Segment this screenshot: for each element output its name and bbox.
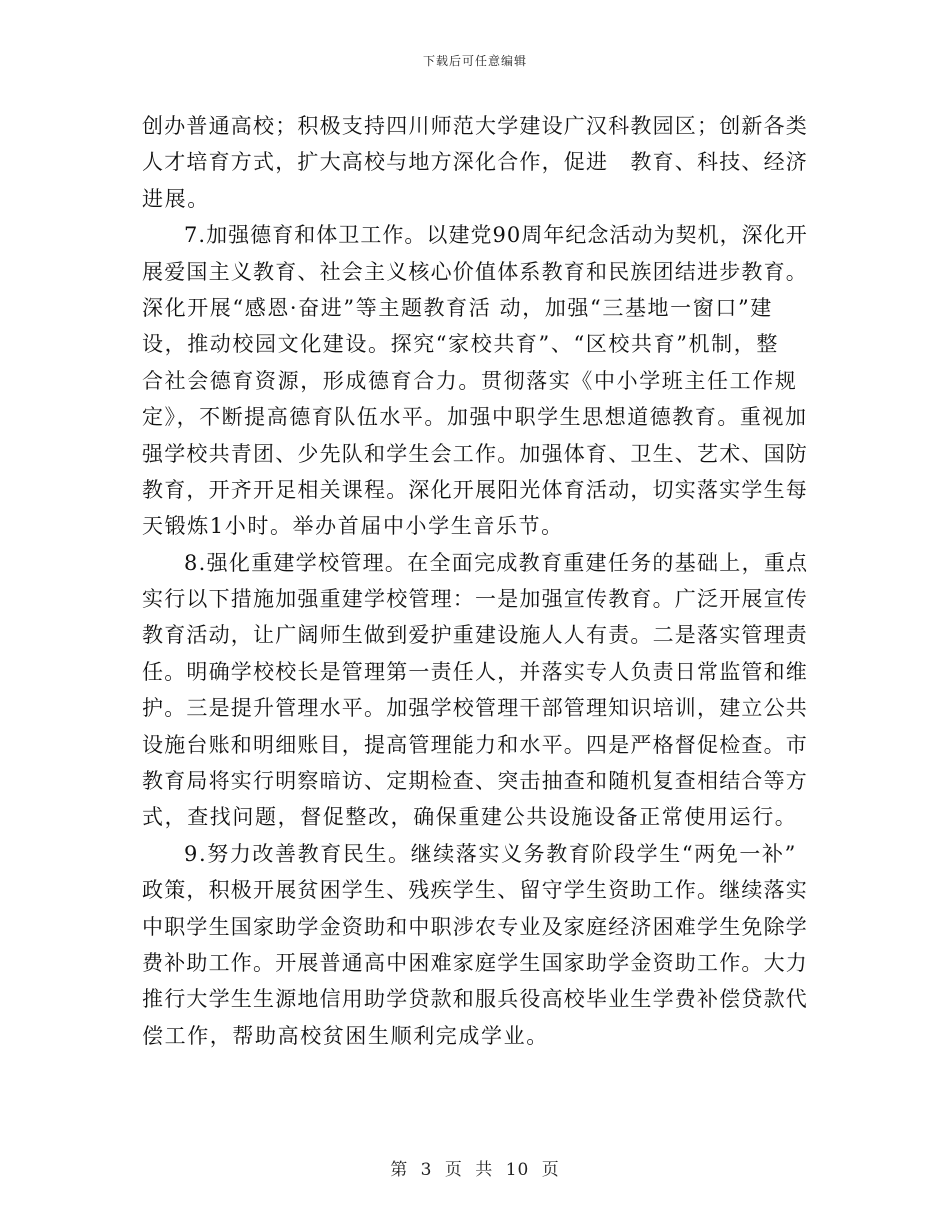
text-line: 政策，积极开展贫困学生、残疾学生、留守学生资助工作。继续落实	[142, 878, 808, 903]
text-line: 人才培育方式，扩大高校与地方深化合作，促进 教育、科技、经济	[142, 150, 808, 175]
text-line: 展爱国主义教育、社会主义核心价值体系教育和民族团结进步教育。	[142, 259, 808, 284]
text-line: 定》，不断提高德育队伍水平。加强中职学生思想道德教育。重视加	[142, 405, 808, 430]
text-line: 教育，开齐开足相关课程。深化开展阳光体育活动，切实落实学生每	[142, 477, 808, 502]
text-line: 教育局将实行明察暗访、定期检查、突击抽查和随机复查相结合等方	[142, 769, 808, 794]
text-line: 合社会德育资源，形成德育合力。贯彻落实《中小学班主任工作规	[142, 368, 798, 393]
text-line: 中职学生国家助学金资助和中职涉农专业及家庭经济困难学生免除学	[142, 914, 808, 939]
text-line: 天锻炼1小时。举办首届中小学生音乐节。	[142, 514, 564, 539]
text-line: 创办普通高校；积极支持四川师范大学建设广汉科教园区；创新各类	[142, 114, 808, 138]
text-line: 任。明确学校校长是管理第一责任人，并落实专人负责日常监管和维	[142, 659, 808, 684]
text-line: 教育活动，让广阔师生做到爱护重建设施人人有责。二是落实管理责	[142, 623, 808, 648]
text-line: 护。三是提升管理水平。加强学校管理干部管理知识培训，建立公共	[142, 696, 808, 721]
text-line: 9.努力改善教育民生。继续落实义务教育阶段学生“两免一补”	[184, 841, 797, 866]
text-line: 设施台账和明细账目，提高管理能力和水平。四是严格督促检查。市	[142, 732, 808, 757]
text-line: 设，推动校园文化建设。探究“家校共育”、“区校共育”机制，整	[142, 332, 779, 357]
text-line: 7.加强德育和体卫工作。以建党90周年纪念活动为契机，深化开	[184, 223, 808, 248]
text-line: 偿工作，帮助高校贫困生顺利完成学业。	[142, 1023, 549, 1048]
text-line: 进展。	[142, 186, 210, 211]
text-line: 实行以下措施加强重建学校管理：一是加强宣传教育。广泛开展宣传	[142, 587, 808, 612]
text-line: 强学校共青团、少先队和学生会工作。加强体育、卫生、艺术、国防	[142, 441, 808, 466]
text-line: 8.强化重建学校管理。在全面完成教育重建任务的基础上，重点	[184, 550, 809, 575]
page-header-note: 下载后可任意编辑	[422, 54, 527, 68]
text-line: 深化开展“感恩·奋进”等主题教育活 动，加强“三基地一窗口”建	[142, 295, 773, 320]
text-line: 式，查找问题，督促整改，确保重建公共设施设备正常使用运行。	[142, 805, 798, 830]
page-number-footer: 第 3 页 共 10 页	[390, 1160, 560, 1180]
document-body	[142, 108, 808, 1054]
text-line: 推行大学生生源地信用助学贷款和服兵役高校毕业生学费补偿贷款代	[142, 987, 808, 1012]
text-line: 费补助工作。开展普通高中困难家庭学生国家助学金资助工作。大力	[142, 950, 808, 975]
